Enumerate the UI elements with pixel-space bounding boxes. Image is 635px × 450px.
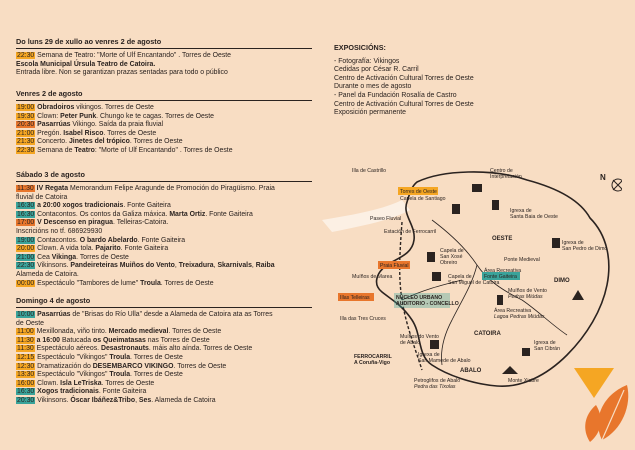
compass-needle <box>613 180 622 190</box>
event-text: os Queimatasas <box>92 336 146 344</box>
map-label: A Coruña-Vigo <box>354 360 391 366</box>
exhibitions-line: Exposición permanente <box>334 109 407 117</box>
event-text: . Fonte Gaiteira <box>123 202 171 210</box>
map-label: Igrexa de <box>510 208 532 214</box>
event-time: 22:30 <box>17 146 35 154</box>
schedule-line <box>16 380 312 389</box>
event-text: . Torres de Oeste <box>168 328 222 336</box>
map-label: Interpretación <box>490 174 522 180</box>
leaf-decoration <box>562 360 635 450</box>
event-text: : "Morte of Ulf Encantando" . Torres de Oeste <box>94 146 233 154</box>
section-title: Venres 2 de agosto <box>16 89 312 101</box>
event-text: V Descenso en piragua <box>37 219 113 227</box>
event-text: Xogos tradicionais <box>37 388 99 396</box>
event-text: fluvial de Catoira <box>16 193 68 201</box>
event-text: Mexillonada, viño tinto. <box>34 328 109 336</box>
event-time: 19:30 <box>17 112 35 120</box>
event-text: Concerto. <box>35 138 69 146</box>
schedule-line <box>16 121 312 130</box>
exhibitions-title: EXPOSICIÓNS: <box>334 43 386 52</box>
map-label: Muíños de Marea <box>352 274 393 280</box>
schedule-line <box>16 185 312 194</box>
event-text: Pasarrúas <box>37 121 71 129</box>
event-time: 16:30 <box>17 210 35 218</box>
section-title: Do luns 29 de xullo ao venres 2 de agosto <box>16 37 312 49</box>
event-text: . Fonte Gaiteira <box>205 210 253 218</box>
schedule-line <box>16 337 312 346</box>
map-label: San Mamede de Abalo <box>418 358 471 364</box>
schedule-line <box>16 61 312 70</box>
event-text: Pajarito <box>95 245 121 253</box>
schedule-line <box>16 397 312 406</box>
map-label: Capela de Santiago <box>400 196 446 202</box>
event-text: Vikinsons. <box>35 396 71 404</box>
event-text: Ses <box>138 396 152 404</box>
event-text: . Torres de Oeste <box>173 362 227 370</box>
schedule-line <box>16 194 312 203</box>
map-label: ABALO <box>460 368 482 374</box>
map-label: Santa Baia de Oeste <box>510 214 558 220</box>
event-text: Desastronauts <box>101 345 149 353</box>
map-label: Praia Fluvial <box>380 263 409 269</box>
event-time: 10:00 <box>17 311 35 318</box>
schedule-line <box>16 130 312 139</box>
event-text: . Telleiras-Catoira. <box>113 219 169 227</box>
schedule-line <box>16 245 312 254</box>
map-label: Capela de <box>448 274 472 280</box>
exhibitions-line: - Panel da Fundación Rosalía de Castro <box>334 91 457 99</box>
event-text: a 16:00 <box>34 336 61 344</box>
event-text: Treixadura <box>178 262 214 270</box>
event-text: Inscricións no tf. 686929930 <box>16 227 103 235</box>
map-label: Área Recreativa <box>494 308 532 314</box>
event-text: . Fonte Gaiteira <box>120 245 169 253</box>
map-label: San Pedro de Dimo <box>562 246 608 252</box>
event-text: Contacontos. Os contos da Galiza máxica. <box>35 210 170 218</box>
exhibitions-line: Durante o mes de agosto <box>334 83 412 91</box>
map-label: Muíños de Vento <box>508 288 547 294</box>
event-text: Entrada libre. Non se garantizan prazas sentadas para todo o público <box>16 69 228 77</box>
map-label: Área Recreativa <box>484 268 522 274</box>
event-text: Pasarrúas <box>37 311 71 318</box>
event-time: 11:30 <box>17 185 34 192</box>
exhibitions-line: Centro de Activación Cultural Torres de Oeste <box>334 100 474 108</box>
event-text: Espectáculo aéreos. <box>34 345 101 353</box>
schedule-section <box>16 170 312 288</box>
event-text: Isla LeTriska <box>60 379 102 387</box>
event-text: , <box>251 262 256 270</box>
schedule-line <box>16 311 312 320</box>
event-time: 20:30 <box>17 396 35 404</box>
event-time: 22:30 <box>17 52 35 59</box>
map-label: Obreiro <box>440 260 458 266</box>
event-time: 00:00 <box>17 279 35 287</box>
schedule-line <box>16 328 312 337</box>
event-text: Jinetes del trópico <box>68 138 130 146</box>
event-time: 22:30 <box>17 262 35 270</box>
map-label: CATOIRA <box>474 331 501 337</box>
map-label: Igrexa de <box>418 352 440 358</box>
schedule-line <box>16 280 312 289</box>
event-time: 19:00 <box>17 104 35 111</box>
schedule-section <box>16 37 312 78</box>
event-text: Troula <box>109 371 131 379</box>
event-text: Teatro <box>74 146 95 154</box>
event-text: de Oeste <box>16 319 44 327</box>
event-text: vikingos. Torres de Oeste <box>74 104 154 111</box>
event-text: . Torres de Oeste <box>101 379 155 387</box>
event-text: Semana de <box>35 146 75 154</box>
event-text: Alameda de Catoira. <box>16 270 79 278</box>
event-time: 13:30 <box>17 371 35 379</box>
event-text: Peter Punk <box>60 112 97 120</box>
map-label: Fonte Gaiteira <box>484 274 517 280</box>
schedule-line <box>16 320 312 329</box>
event-time: 16:00 <box>17 379 35 387</box>
map-label: de Abalo <box>400 340 421 346</box>
event-text: Espectáculo "Tambores de lume" <box>35 279 141 287</box>
map-label: Petroglifos de Abalo <box>414 378 461 384</box>
exhibitions-line: - Fotografía: Vikingos <box>334 57 400 65</box>
event-text: xogos tradicionais <box>62 202 124 210</box>
event-text: O bardo Abelardo <box>79 236 138 244</box>
exhibitions <box>334 44 534 118</box>
event-text: Isabel Risco <box>63 129 104 137</box>
event-text: . Torres de Oeste <box>130 371 183 379</box>
event-text: . Torres de Oeste <box>130 353 183 361</box>
event-text: de "Brisas do Río Ulla" desde a Alameda de Catoira ata as Torres <box>70 311 273 318</box>
event-text: , <box>135 396 139 404</box>
map-label: Monte Xiabre <box>508 378 539 384</box>
event-text: Clown: <box>35 112 61 120</box>
schedule-line <box>16 363 312 372</box>
event-text: Espectáculo "Vikingos" <box>35 371 110 379</box>
event-time: 19:00 <box>17 236 35 244</box>
schedule-line <box>16 354 312 363</box>
map-label: Torres de Oeste <box>400 189 437 195</box>
schedule-line <box>16 138 312 147</box>
event-time: 20:00 <box>17 245 35 253</box>
event-text: Batucada <box>60 336 93 344</box>
event-text: Pandeireteiras Muiños do Vento <box>70 262 175 270</box>
schedule-line <box>16 262 312 271</box>
schedule-line <box>16 219 312 228</box>
schedule-line <box>16 202 312 211</box>
event-text: Clown. A vida tola. <box>35 245 96 253</box>
event-text: Escola Municipal Úrsula Teatro de Catoira. <box>16 60 156 68</box>
schedule-line <box>16 113 312 122</box>
map-label: Lagoa Pedras Miúdas <box>494 314 545 320</box>
schedule-line <box>16 254 312 263</box>
compass-label: N <box>600 173 606 182</box>
map-label: Capela de <box>440 248 464 254</box>
map-label: San Miguel de Catoira <box>448 280 500 286</box>
map-label: Estación de Ferrocarril <box>384 229 437 235</box>
event-time: 11:30 <box>17 336 34 344</box>
event-time: 11:00 <box>17 328 34 336</box>
event-text: Vikinga <box>51 253 77 261</box>
map-label: Igrexa de <box>562 240 584 246</box>
exhibitions-line: Centro de Activación Cultural Torres de Oeste <box>334 74 474 82</box>
map-label: Illas Telleiras <box>340 295 370 301</box>
map-label: NÚCLEO URBANO <box>396 295 443 301</box>
event-time: 20:30 <box>17 121 35 129</box>
event-text: Cea <box>35 253 52 261</box>
event-text: , <box>213 262 218 270</box>
event-text: Vikinsons. <box>35 262 71 270</box>
event-text: . Torres de Oeste <box>160 279 214 287</box>
event-text: , <box>174 262 179 270</box>
event-time: 21:00 <box>17 129 35 137</box>
map-label: Centro de <box>490 168 513 174</box>
map-label: Illa de Castrillo <box>352 168 387 174</box>
schedule-line <box>16 211 312 220</box>
event-text: . Torres de Oeste <box>103 129 157 137</box>
map-label: DIMO <box>554 278 570 284</box>
section-title: Domingo 4 de agosto <box>16 296 312 308</box>
event-text: Raiba <box>255 262 275 270</box>
event-text: a 20:00 <box>35 202 63 210</box>
event-text: Dramatización do <box>35 362 93 370</box>
event-text: Espectáculo "Vikingos" <box>35 353 110 361</box>
event-text: DESEMBARCO VIKINGO <box>92 362 174 370</box>
schedule-line <box>16 371 312 380</box>
event-text: Marta Ortiz <box>169 210 206 218</box>
event-text: Obradoiros <box>37 104 75 111</box>
event-text: . Torres de Oeste <box>129 138 183 146</box>
event-text: Mercado medieval <box>108 328 169 336</box>
event-time: 12:30 <box>17 362 35 370</box>
event-time: 11:30 <box>17 345 34 353</box>
event-time: 16:30 <box>17 202 35 210</box>
event-text: Troula <box>109 353 131 361</box>
schedule-line <box>16 388 312 397</box>
event-text: Skarnivals <box>217 262 252 270</box>
schedule-line <box>16 228 312 237</box>
map-label: FERROCARRIL <box>354 354 392 360</box>
exhibitions-line: Cedidas por César R. Carril <box>334 66 419 74</box>
map-label: Paseo Fluvial <box>370 216 402 222</box>
map-label: Illa das Tres Cruces <box>340 316 386 322</box>
map-label: AUDITORIO - CONCELLO <box>396 301 459 307</box>
map-label: OESTE <box>492 236 513 242</box>
event-text: Memorandum Felipe Aragunde de Promoción do Piragüismo. Praia <box>68 185 275 192</box>
event-text: Contacontos. <box>35 236 80 244</box>
event-time: 16:30 <box>17 388 35 396</box>
map-label: Ponte Medieval <box>504 257 540 263</box>
event-text: . máis alto aínda. Torres de Oeste <box>148 345 253 353</box>
map-label: Muíños do Vento <box>400 334 439 340</box>
event-text: Semana de Teatro: "Morte of Ulf Encantando" . Torres de Oeste <box>35 52 232 59</box>
schedule-line <box>16 237 312 246</box>
event-text: Vikingo. Saída da praia fluvial <box>70 121 164 129</box>
schedule-line <box>16 52 312 61</box>
schedule-line <box>16 345 312 354</box>
map-label: Pedras Miúdas <box>508 294 543 300</box>
schedule-line <box>16 147 312 156</box>
event-time: 21:00 <box>17 253 35 261</box>
event-time: 21:30 <box>17 138 35 146</box>
schedule-line <box>16 271 312 280</box>
section-title: Sábado 3 de agosto <box>16 170 312 182</box>
event-text: . Chungo ke te cagas. Torres de Oeste <box>96 112 215 120</box>
event-text: Clown. <box>35 379 61 387</box>
schedule-section <box>16 89 312 156</box>
event-text: Troula <box>140 279 161 287</box>
event-text: . Torres de Oeste <box>76 253 129 261</box>
map-label: Pedra das Tixolas <box>414 384 456 390</box>
schedule-section <box>16 296 312 406</box>
event-time: 12:15 <box>17 353 35 361</box>
schedule-line <box>16 104 312 113</box>
event-text: Pregón. <box>35 129 64 137</box>
event-time: 17:00 <box>17 219 35 227</box>
event-text: . Fonte Gaiteira <box>137 236 186 244</box>
event-text: . Alameda de Catoira <box>151 396 216 404</box>
schedule-line <box>16 69 312 78</box>
event-text: IV Regata <box>36 185 69 192</box>
event-text: nas Torres de Oeste <box>145 336 210 344</box>
event-text: . Fonte Gaiteira <box>98 388 147 396</box>
map-label: Igrexa de <box>534 340 556 346</box>
map-label: San Xosé <box>440 254 463 260</box>
event-text: Óscar Ibáñez&Tribo <box>70 396 136 404</box>
map-label: San Cibrán <box>534 346 560 352</box>
